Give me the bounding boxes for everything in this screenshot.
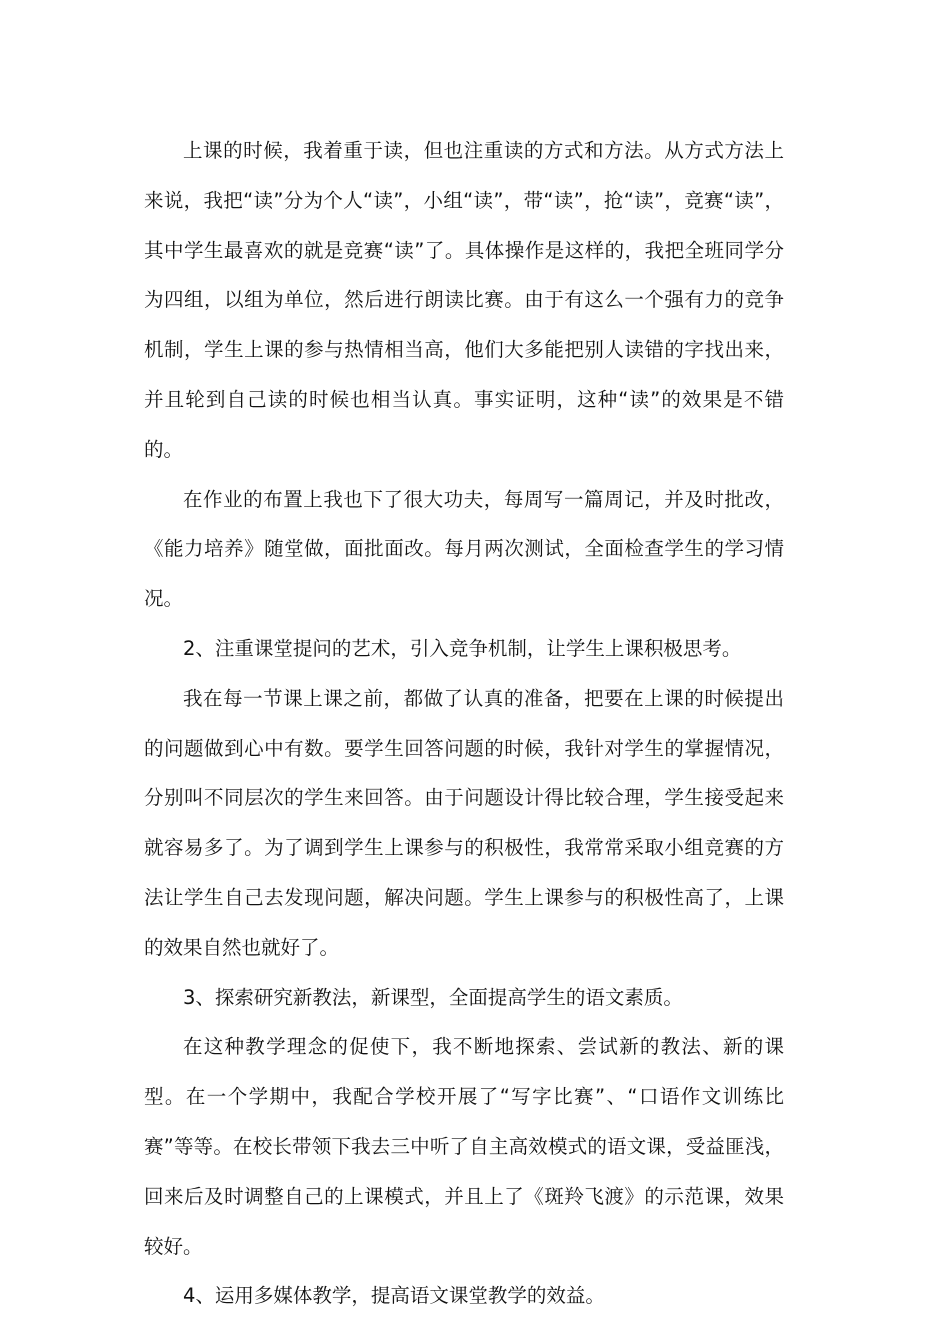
heading-classroom-questions: 2、注重课堂提问的艺术，引入竞争机制，让学生上课积极思考。 [183,636,742,660]
paragraph-question-preparation: 我在每一节课上课之前，都做了认真的准备，把要在上课的时候提出的问题做到心中有数。要学生回答问题的时候，我针对学生的掌握情况，分别叫不同层次的学生来回答。由于问题设计得比较合理，学生接受起来就容易多了。为了调到学生上课参与的积极性，我常常采取小组竞赛的方法让学生自己去发现问题，解决问题。学生上课参与的积极性高了，上课的效果自然也就好了。 [144,686,784,959]
document-body [144,126,784,1321]
paragraph-teaching-exploration: 在这种教学理念的促使下，我不断地探索、尝试新的教法、新的课型。在一个学期中，我配合学校开展了“写字比赛”、“口语作文训练比赛”等等。在校长带领下我去三中听了自主高效模式的语文课，受益匪浅，回来后及时调整自己的上课模式，并且上了《斑羚飞渡》的示范课，效果较好。 [144,1035,784,1258]
paragraph-homework: 在作业的布置上我也下了很大功夫，每周写一篇周记，并及时批改，《能力培养》随堂做，面批面改。每月两次测试，全面检查学生的学习情况。 [144,487,784,611]
paragraph-reading-methods: 上课的时候，我着重于读，但也注重读的方式和方法。从方式方法上来说，我把“读”分为个人“读”，小组“读”，带“读”，抢“读”，竞赛“读”，其中学生最喜欢的就是竞赛“读”了。具体操作是这样的，我把全班同学分为四组，以组为单位，然后进行朗读比赛。由于有这么一个强有力的竞争机制，学生上课的参与热情相当高，他们大多能把别人读错的字找出来，并且轮到自己读的时候也相当认真。事实证明，这种“读”的效果是不错的。 [144,139,784,461]
heading-multimedia: 4、运用多媒体教学，提高语文课堂教学的效益。 [183,1284,605,1308]
heading-new-methods: 3、探索研究新教法，新课型，全面提高学生的语文素质。 [183,985,683,1009]
